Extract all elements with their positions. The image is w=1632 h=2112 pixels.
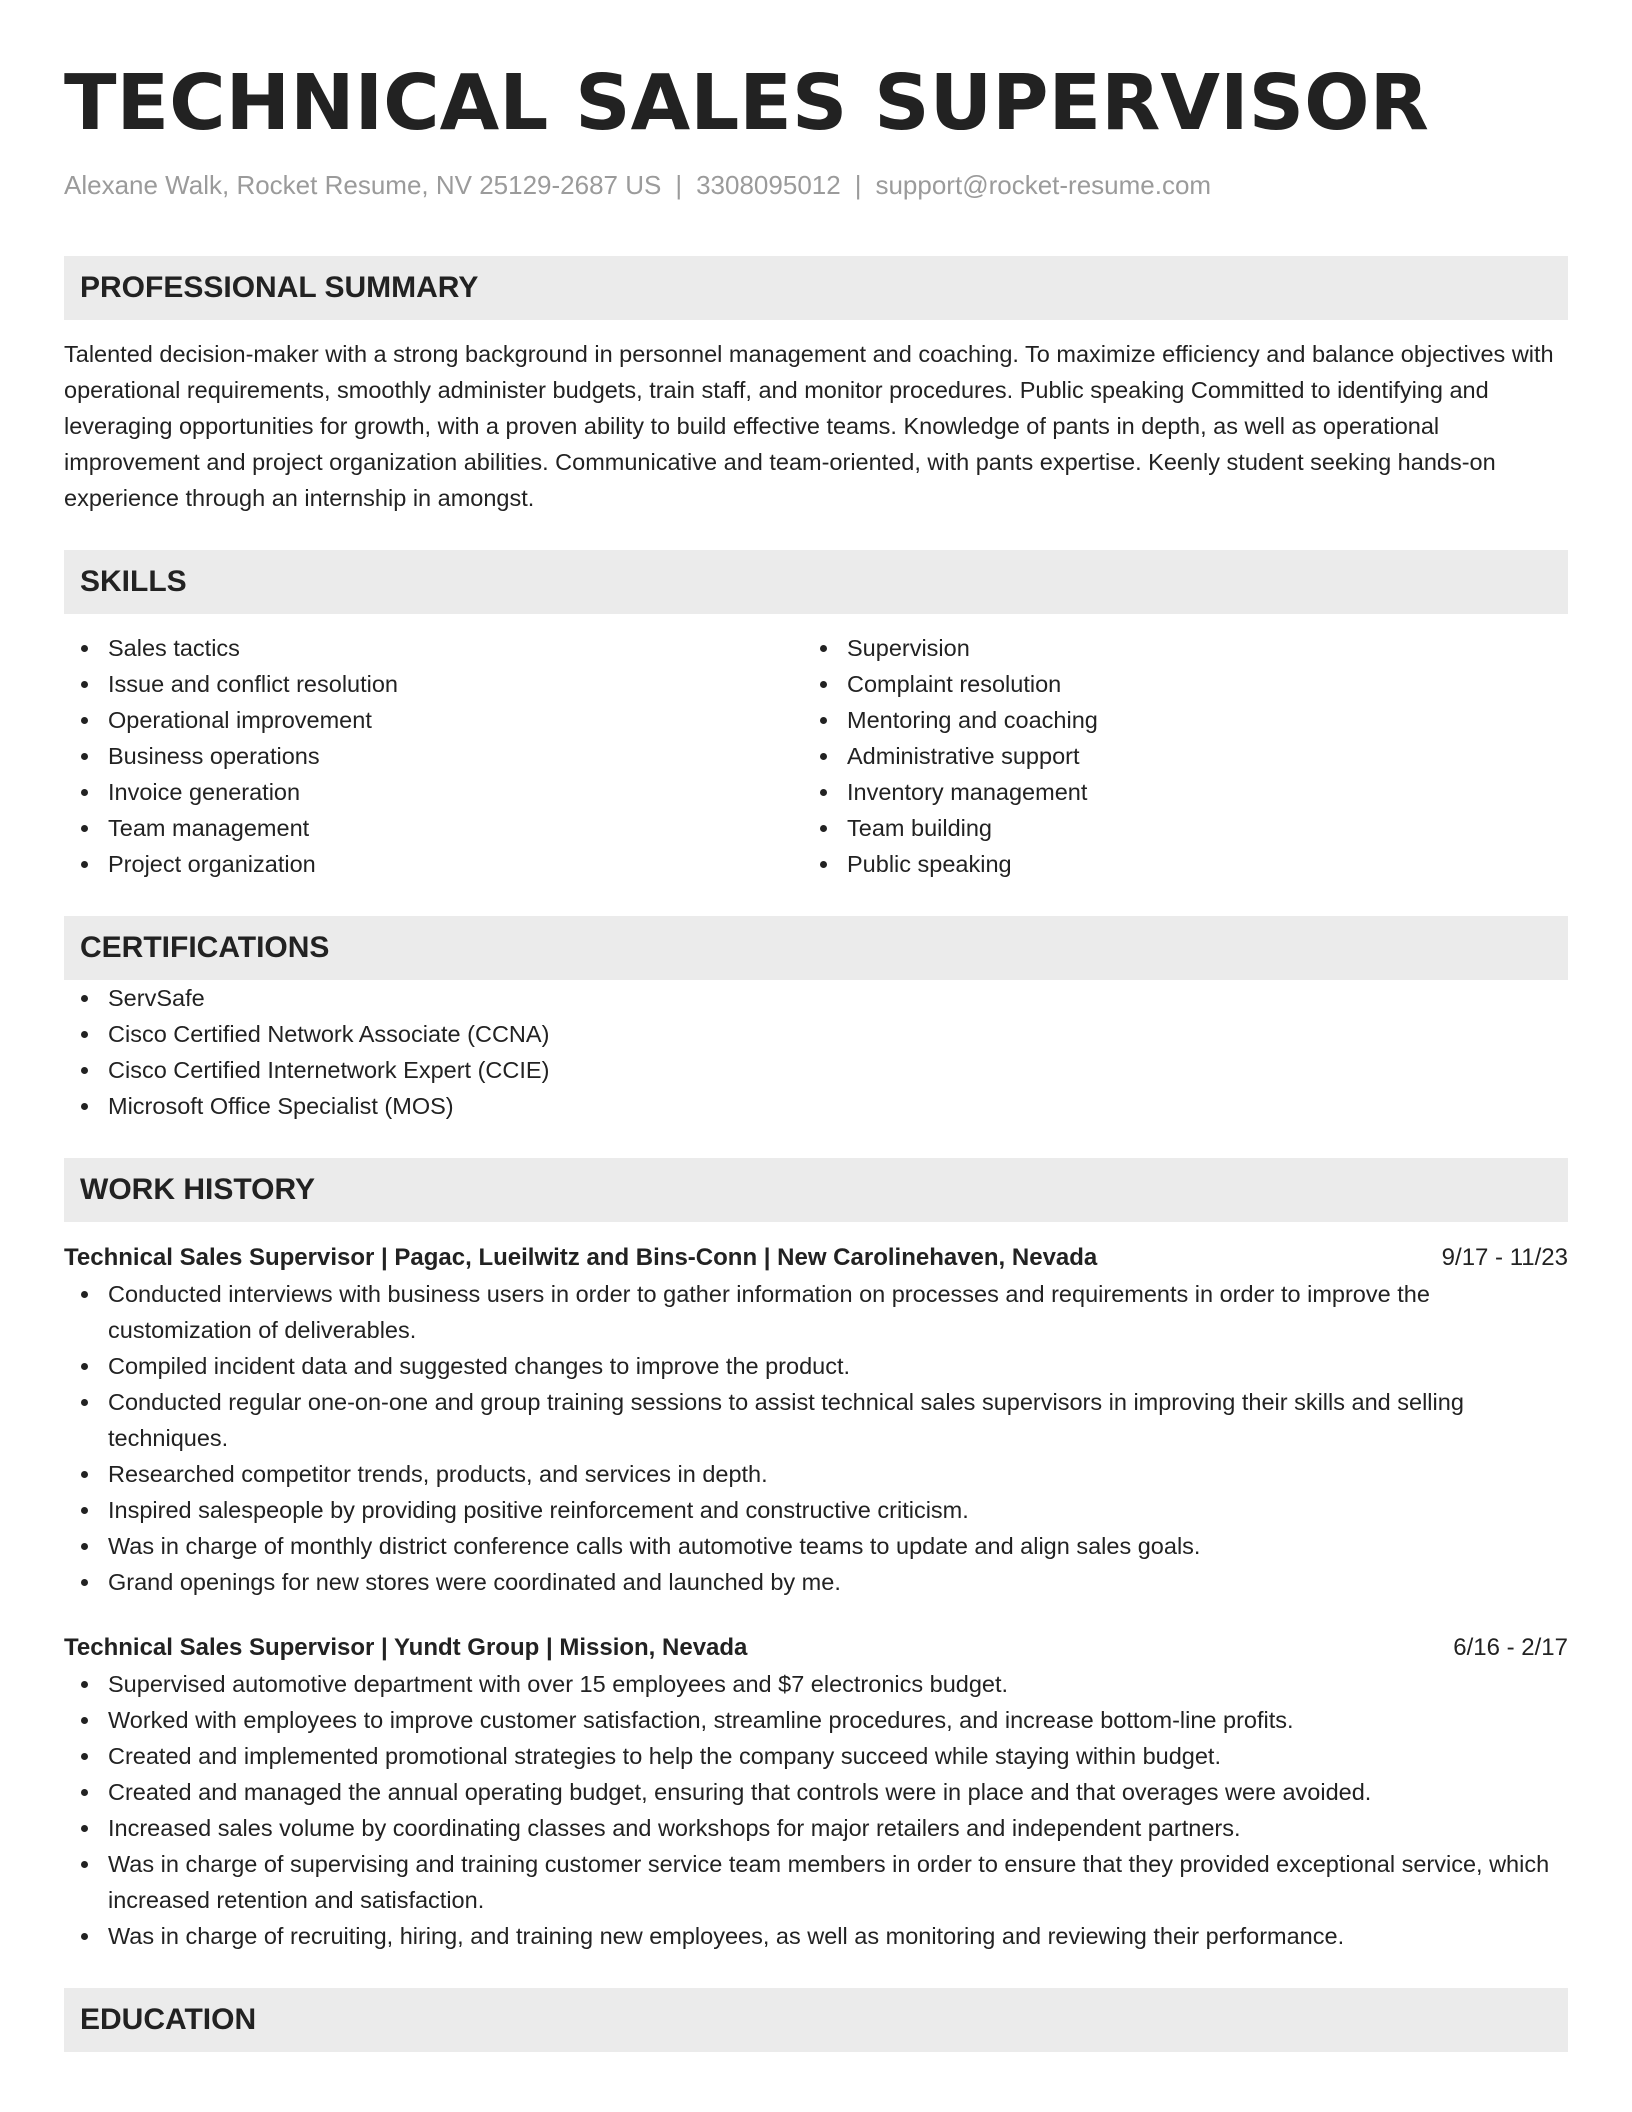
job-bullet: Was in charge of supervising and training customer service team members in order to ensure that they provided exceptional service, which increased retention and satisfaction. <box>64 1846 1568 1918</box>
job-title: Technical Sales Supervisor | Yundt Group | Mission, Nevada <box>64 1634 748 1661</box>
job-bullet: Conducted interviews with business users in order to gather information on processes and requirements in order to improve the customization of deliverables. <box>64 1276 1568 1348</box>
contact-separator: | <box>854 170 862 200</box>
section-header-skills <box>64 550 1568 614</box>
job-bullet: Created and implemented promotional strategies to help the company succeed while staying within budget. <box>64 1738 1568 1774</box>
job-bullet: Increased sales volume by coordinating classes and workshops for major retailers and independent partners. <box>64 1810 1568 1846</box>
skill-item: Project organization <box>64 846 816 882</box>
job-dates: 9/17 - 11/23 <box>1441 1244 1568 1271</box>
section-title-work-history: WORK HISTORY <box>80 1173 316 1206</box>
skill-item: Issue and conflict resolution <box>64 666 816 702</box>
job-entry <box>64 1630 1568 1954</box>
certification-item: Cisco Certified Internetwork Expert (CCIE) <box>64 1052 1568 1088</box>
contact-address: Alexane Walk, Rocket Resume, NV 25129-2687 US <box>64 170 662 200</box>
section-title-skills: SKILLS <box>80 565 187 598</box>
section-header-certifications <box>64 916 1568 980</box>
certification-item: ServSafe <box>64 980 1568 1016</box>
skill-item: Sales tactics <box>64 630 816 666</box>
section-title-certifications: CERTIFICATIONS <box>80 931 330 964</box>
section-header-education <box>64 1988 1568 2052</box>
certifications-list <box>64 980 1568 1124</box>
job-bullets <box>64 1276 1568 1600</box>
job-bullet: Was in charge of recruiting, hiring, and training new employees, as well as monitoring and reviewing their performance. <box>64 1918 1568 1954</box>
job-header <box>64 1630 1568 1666</box>
section-title-summary: PROFESSIONAL SUMMARY <box>80 271 479 304</box>
certification-item: Cisco Certified Network Associate (CCNA) <box>64 1016 1568 1052</box>
skill-item: Public speaking <box>816 846 1568 882</box>
skill-item: Administrative support <box>816 738 1568 774</box>
job-bullet: Grand openings for new stores were coordinated and launched by me. <box>64 1564 1568 1600</box>
section-header-summary <box>64 256 1568 320</box>
job-bullet: Conducted regular one-on-one and group training sessions to assist technical sales supervisors in improving their skills and selling techniques. <box>64 1384 1568 1456</box>
skills-list-right <box>816 630 1568 882</box>
resume-title: TECHNICAL SALES SUPERVISOR <box>64 59 1429 148</box>
job-bullet: Compiled incident data and suggested changes to improve the product. <box>64 1348 1568 1384</box>
job-bullet: Researched competitor trends, products, and services in depth. <box>64 1456 1568 1492</box>
skills-column-right <box>816 630 1568 882</box>
skill-item: Team management <box>64 810 816 846</box>
skill-item: Business operations <box>64 738 816 774</box>
job-dates: 6/16 - 2/17 <box>1453 1634 1568 1661</box>
job-bullet: Worked with employees to improve customer satisfaction, streamline procedures, and increase bottom-line profits. <box>64 1702 1568 1738</box>
contact-email: support@rocket-resume.com <box>875 170 1212 200</box>
job-bullets <box>64 1666 1568 1954</box>
skill-item: Supervision <box>816 630 1568 666</box>
job-header <box>64 1240 1568 1276</box>
summary-paragraph: Talented decision-maker with a strong background in personnel management and coaching. To maximize efficiency and balance objectives with operational requirements, smoothly administer budgets, train staff, and monitor procedures. Public speaking Committed to identifying and leveraging opportunities for growth, with a proven ability to build effective teams. Knowledge of pants in depth, as well as operational improvement and project organization abilities. Communicative and team-oriented, with pants expertise. Keenly student seeking hands-on experience through an internship in amongst. <box>64 341 1554 511</box>
skills-column-left <box>64 630 816 882</box>
contact-line <box>64 168 1568 202</box>
skill-item: Operational improvement <box>64 702 816 738</box>
section-header-work-history <box>64 1158 1568 1222</box>
skills-list-left <box>64 630 816 882</box>
job-bullet: Supervised automotive department with over 15 employees and $7 electronics budget. <box>64 1666 1568 1702</box>
skill-item: Complaint resolution <box>816 666 1568 702</box>
skill-item: Team building <box>816 810 1568 846</box>
skill-item: Inventory management <box>816 774 1568 810</box>
job-bullet: Was in charge of monthly district conference calls with automotive teams to update and align sales goals. <box>64 1528 1568 1564</box>
job-entry <box>64 1240 1568 1600</box>
contact-separator: | <box>675 170 683 200</box>
contact-phone: 3308095012 <box>696 170 841 200</box>
job-bullet: Created and managed the annual operating budget, ensuring that controls were in place and that overages were avoided. <box>64 1774 1568 1810</box>
section-title-education: EDUCATION <box>80 2003 257 2036</box>
skill-item: Invoice generation <box>64 774 816 810</box>
skill-item: Mentoring and coaching <box>816 702 1568 738</box>
job-bullet: Inspired salespeople by providing positive reinforcement and constructive criticism. <box>64 1492 1568 1528</box>
skills-grid <box>64 630 1568 882</box>
certification-item: Microsoft Office Specialist (MOS) <box>64 1088 1568 1124</box>
job-title: Technical Sales Supervisor | Pagac, Lueilwitz and Bins-Conn | New Carolinehaven, Nevada <box>64 1244 1098 1271</box>
